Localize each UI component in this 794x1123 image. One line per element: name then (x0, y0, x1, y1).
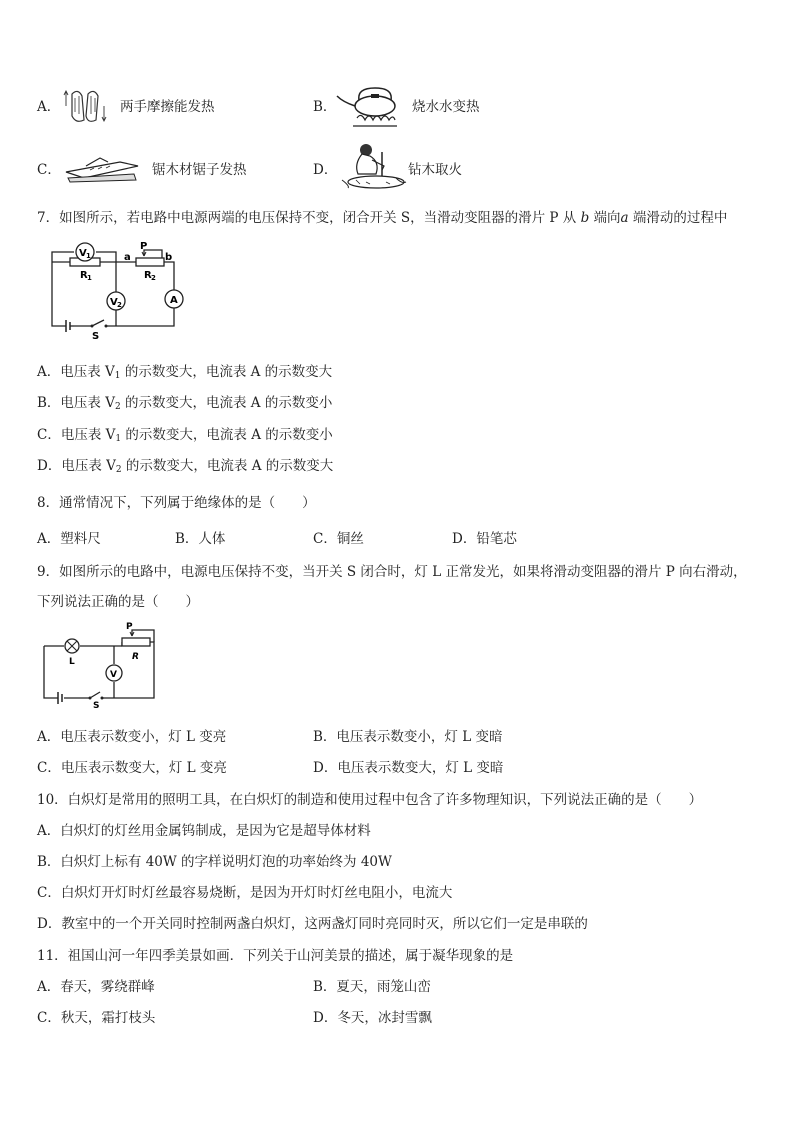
svg-text:P: P (126, 622, 133, 632)
q11-option-c: C．秋天，霜打枝头 (37, 1010, 156, 1026)
switch-icon (90, 692, 100, 698)
saw-wood-picture (60, 152, 142, 186)
q6-option-a: A． (37, 99, 61, 115)
svg-text:V: V (79, 248, 87, 259)
q9-option-b: B．电压表示数变小，灯 L 变暗 (313, 729, 503, 745)
q7-option-b: B．电压表 $V_2$ 的示数变大，电流表 A 的示数变小 (37, 395, 333, 412)
switch-icon (92, 320, 104, 326)
q6-option-b: B． (313, 99, 337, 115)
q8-stem: 8．通常情况下，下列属于绝缘体的是（ ） (37, 495, 316, 511)
r2-resistor (136, 258, 164, 266)
q11-option-a: A．春天，雾绕群峰 (37, 979, 155, 995)
rubbing-hands-picture (62, 86, 108, 128)
q7-circuit-diagram (44, 240, 192, 340)
q9-option-c: C．电压表示数变大，灯 L 变亮 (37, 760, 227, 776)
svg-text:V: V (110, 297, 118, 308)
svg-text:a: a (124, 252, 131, 263)
svg-text:L: L (69, 657, 75, 667)
q6-option-d-text: 钻木取火 (408, 162, 462, 178)
q11-stem: 11．祖国山河一年四季美景如画．下列关于山河美景的描述，属于凝华现象的是 (37, 948, 514, 964)
svg-text:V: V (110, 670, 117, 680)
q8-option-c: C．铜丝 (313, 531, 364, 547)
q8-option-a: A．塑料尺 (37, 531, 101, 547)
q9-stem-line2: 下列说法正确的是（ ） (37, 594, 199, 610)
svg-text:2: 2 (151, 274, 156, 282)
q9-stem-line1: 9．如图所示的电路中，电源电压保持不变，当开关 S 闭合时，灯 L 正常发光，如果将滑动变阻器的滑片 P 向右滑动， (37, 564, 747, 580)
q9-circuit-diagram (40, 622, 164, 708)
q11-option-b: B．夏天，雨笼山峦 (313, 979, 431, 995)
q6-option-c: C． (37, 162, 61, 178)
q7-stem: 7．如图所示，若电路中电源两端的电压保持不变，闭合开关 S，当滑动变阻器的滑片 P 从 b 端向a 端滑动的过程中 (37, 210, 728, 226)
q7-option-c: C．电压表 $V_1$ 的示数变大，电流表 A 的示数变小 (37, 427, 333, 444)
svg-text:2: 2 (117, 301, 122, 309)
q10-option-d: D．教室中的一个开关同时控制两盏白炽灯，这两盏灯同时亮同时灭，所以它们一定是串联的 (37, 916, 588, 932)
svg-text:1: 1 (87, 274, 92, 282)
q7-option-a: A．电压表 $V_1$ 的示数变大，电流表 A 的示数变大 (37, 364, 333, 381)
rheostat (122, 638, 150, 646)
svg-text:b: b (165, 252, 173, 263)
svg-text:S: S (92, 331, 100, 340)
q10-option-b: B．白炽灯上标有 40W 的字样说明灯泡的功率始终为 40W (37, 854, 392, 870)
q7-option-d: D．电压表 $V_2$ 的示数变大，电流表 A 的示数变大 (37, 458, 334, 475)
svg-text:R: R (80, 270, 88, 281)
q10-option-a: A．白炽灯的灯丝用金属钨制成，是因为它是超导体材料 (37, 823, 371, 839)
battery-icon (58, 692, 62, 704)
svg-text:P: P (140, 241, 148, 252)
drill-wood-fire-picture (336, 140, 408, 192)
svg-text:1: 1 (86, 252, 91, 260)
q10-stem: 10．白炽灯是常用的照明工具，在白炽灯的制造和使用过程中包含了许多物理知识，下列说法正确的是（ ） (37, 792, 703, 808)
svg-text:A: A (170, 295, 178, 306)
q8-option-b: B．人体 (175, 531, 226, 547)
svg-text:R: R (144, 270, 152, 281)
q6-option-b-text: 烧水水变热 (412, 99, 480, 115)
q9-option-a: A．电压表示数变小，灯 L 变亮 (37, 729, 227, 745)
battery-icon (66, 320, 70, 332)
q6-option-c-text: 锯木材锯子发热 (152, 162, 247, 178)
q10-option-c: C．白炽灯开灯时灯丝最容易烧断，是因为开灯时灯丝电阻小，电流大 (37, 885, 453, 901)
q6-option-a-text: 两手摩擦能发热 (120, 99, 215, 115)
q8-option-d: D．铅笔芯 (452, 531, 517, 547)
q11-option-d: D．冬天，冰封雪飘 (313, 1010, 432, 1026)
q6-option-d: D． (313, 162, 338, 178)
svg-text:S: S (93, 701, 100, 708)
kettle-picture (335, 82, 409, 132)
svg-text:R: R (132, 652, 139, 662)
q9-option-d: D．电压表示数变大，灯 L 变暗 (313, 760, 504, 776)
